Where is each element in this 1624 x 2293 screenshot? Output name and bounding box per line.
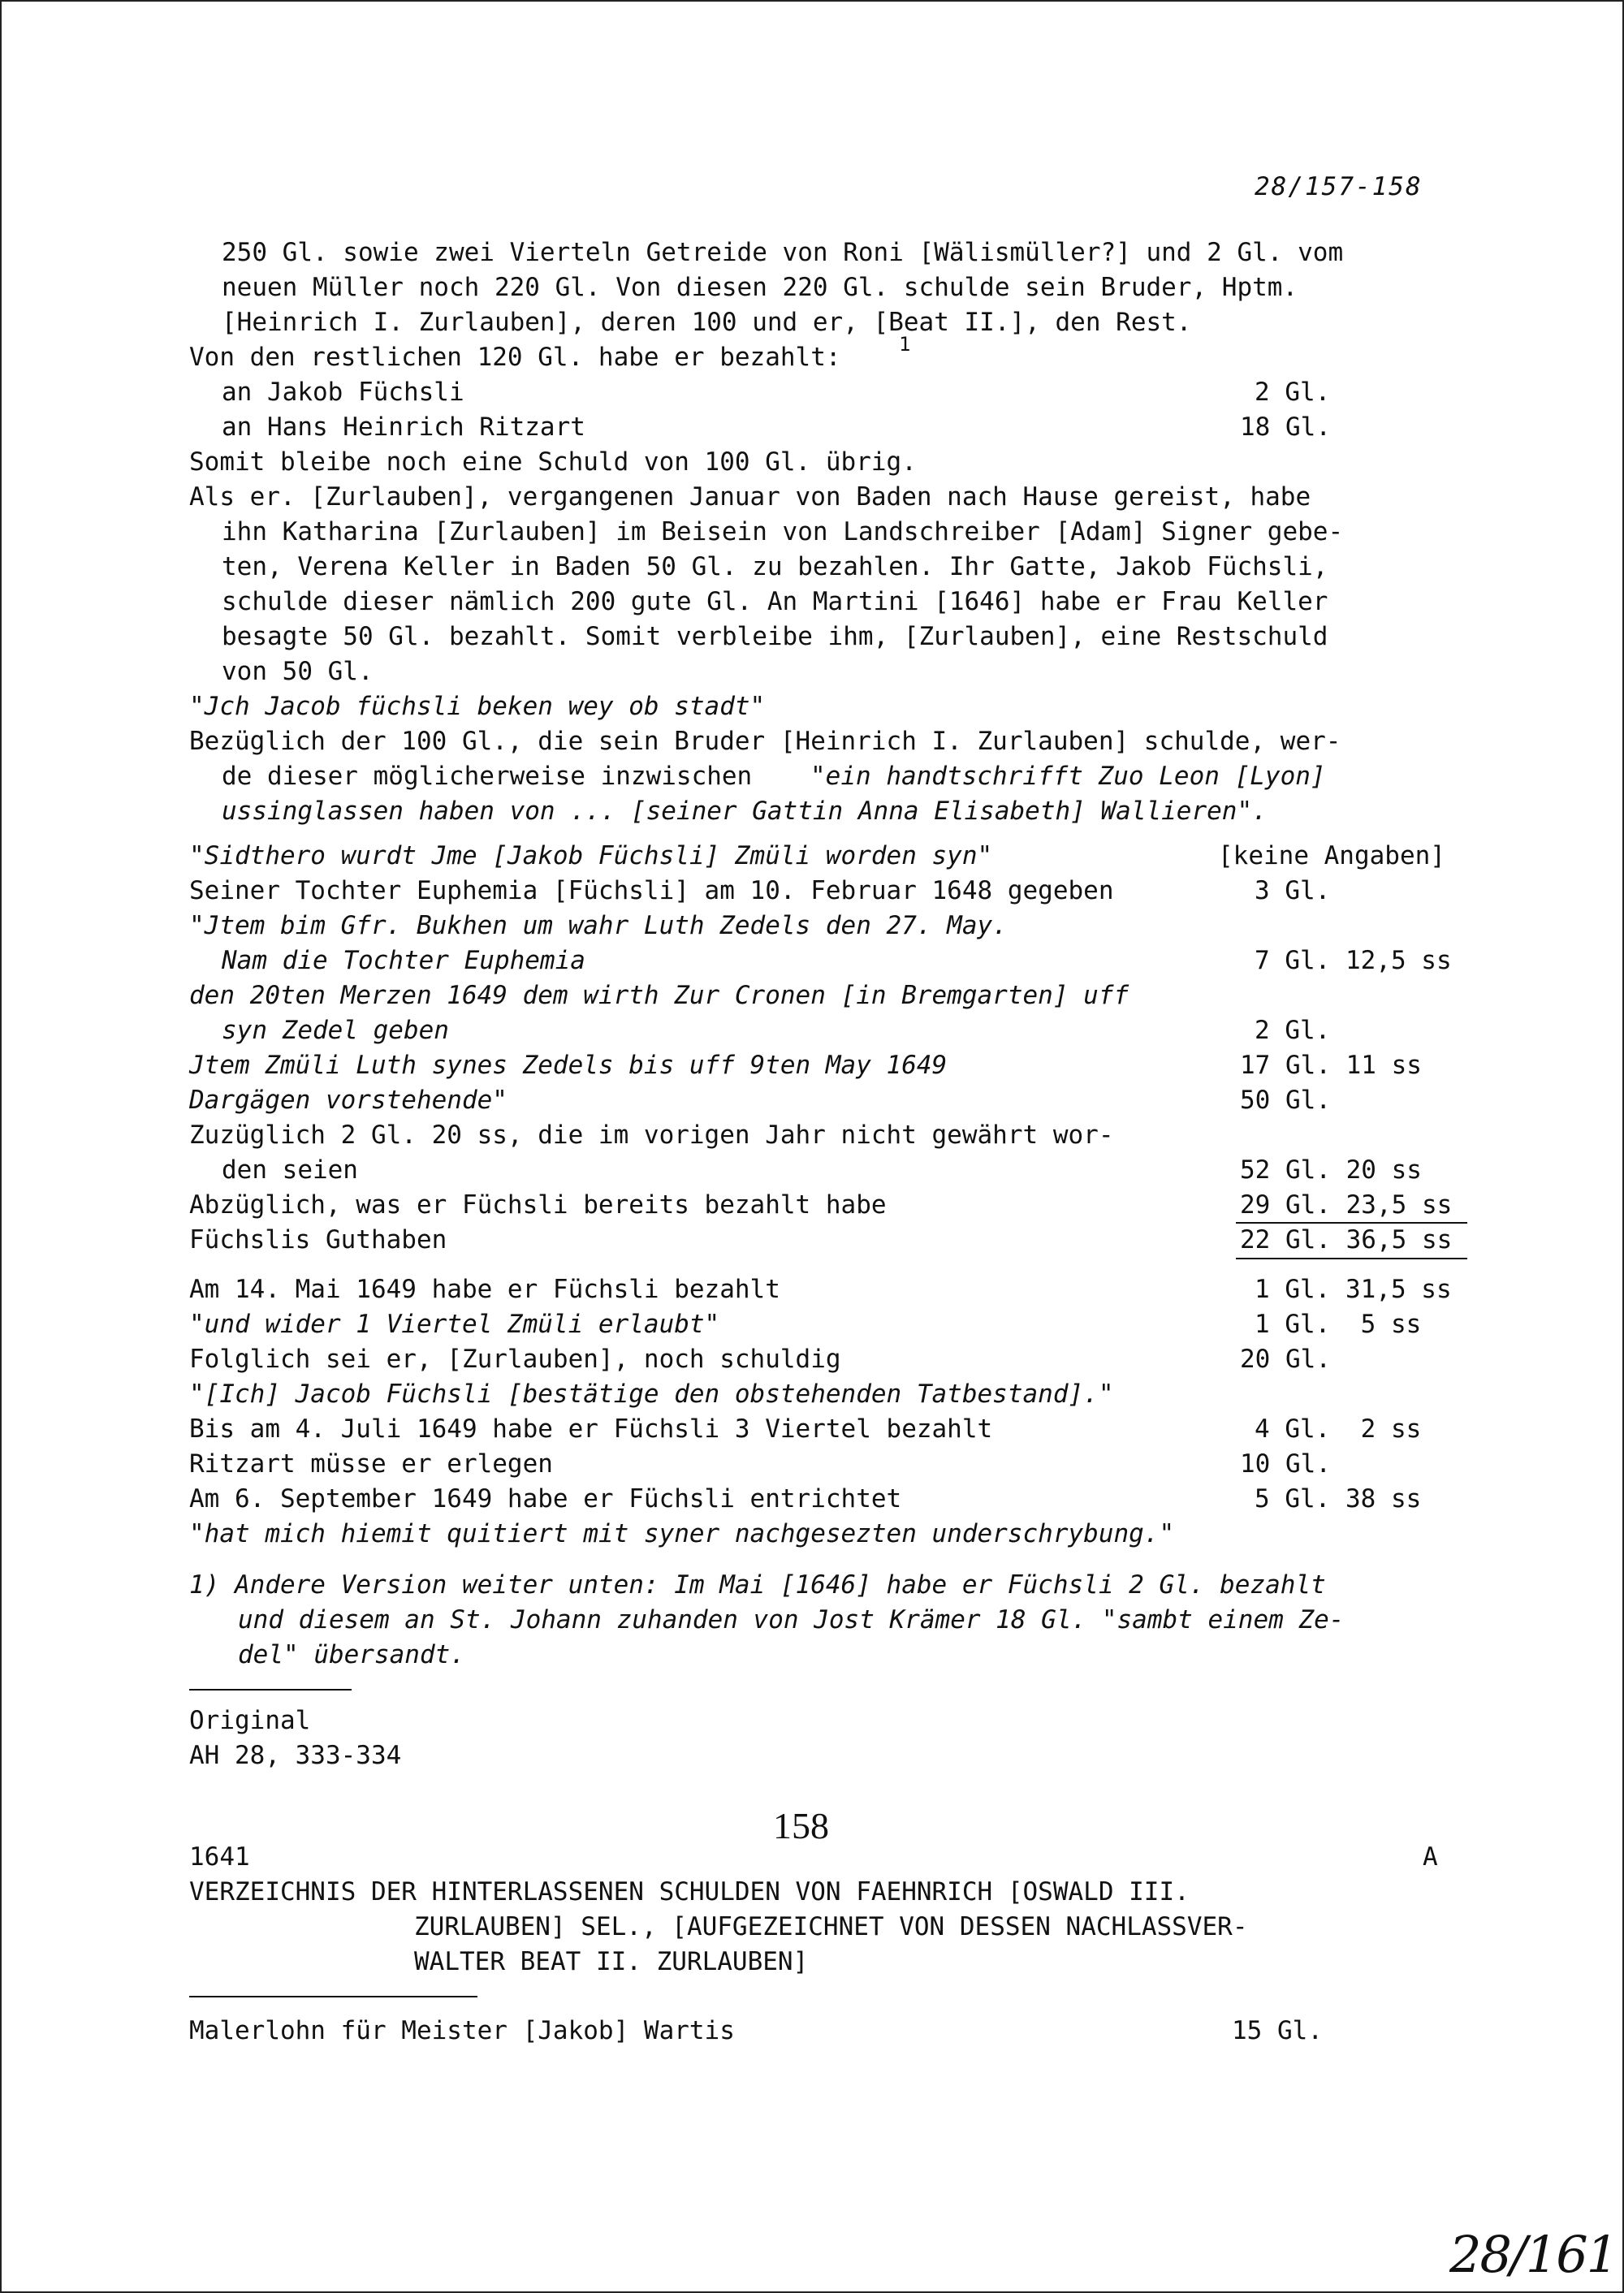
quote-line: "und wider 1 Viertel Zmüli erlaubt" — [189, 1310, 720, 1339]
ledger-amount: 52 Gl. 20 ss — [1240, 1155, 1422, 1185]
body-line: Zuzüglich 2 Gl. 20 ss, die im vorigen Jahr nicht gewährt wor- — [189, 1121, 1114, 1150]
no-data-note: [keine Angaben] — [1218, 841, 1445, 870]
document-year: 1641 — [189, 1842, 250, 1872]
ledger-label: an Hans Heinrich Ritzart — [222, 412, 585, 442]
sum-rule — [1236, 1258, 1467, 1259]
quote-line: "Sidthero wurdt Jme [Jakob Füchsli] Zmüli worden syn" — [189, 841, 993, 870]
ledger-amount: 2 Gl. — [1255, 378, 1331, 407]
source-label: Original — [189, 1706, 311, 1735]
ledger-amount: 22 Gl. 36,5 ss — [1240, 1225, 1453, 1254]
ledger-amount: 29 Gl. 23,5 ss — [1240, 1190, 1453, 1220]
ledger-amount: 2 Gl. — [1255, 1016, 1331, 1045]
quote-line: Nam die Tochter Euphemia — [222, 946, 585, 975]
body-line: 250 Gl. sowie zwei Vierteln Getreide von Roni [Wälismüller?] und 2 Gl. vom — [222, 238, 1344, 267]
document-title-line: VERZEICHNIS DER HINTERLASSENEN SCHULDEN VON FAEHNRICH [OSWALD III. — [189, 1877, 1190, 1907]
page-reference: 28/157-158 — [1255, 172, 1423, 201]
quote-line: "[Ich] Jacob Füchsli [bestätige den obstehenden Tatbestand]." — [189, 1380, 1114, 1409]
ledger-amount: 15 Gl. — [1232, 2016, 1323, 2045]
body-line: besagte 50 Gl. bezahlt. Somit verbleibe ihm, [Zurlauben], eine Restschuld — [222, 622, 1328, 651]
ledger-label: Ritzart müsse er erlegen — [189, 1449, 553, 1479]
separator-rule — [189, 1996, 477, 1997]
ledger-amount: 1 Gl. 5 ss — [1255, 1310, 1422, 1339]
footnote-line: 1) Andere Version weiter unten: Im Mai [1646] habe er Füchsli 2 Gl. bezahlt — [189, 1570, 1326, 1600]
quote-line: "Jtem bim Gfr. Bukhen um wahr Luth Zedels den 27. May. — [189, 911, 1008, 940]
footnote-line: und diesem an St. Johann zuhanden von Jost Krämer 18 Gl. "sambt einem Ze- — [238, 1605, 1345, 1634]
quote-line: syn Zedel geben — [222, 1016, 449, 1045]
document-number: 158 — [773, 1805, 829, 1846]
ledger-amount: 4 Gl. 2 ss — [1255, 1414, 1422, 1444]
quote-line: "hat mich hiemit quitiert mit syner nachgesezten underschrybung." — [189, 1519, 1175, 1548]
source-archive: AH 28, 333-334 — [189, 1741, 402, 1770]
body-line: neuen Müller noch 220 Gl. Von diesen 220 Gl. schulde sein Bruder, Hptm. — [222, 273, 1298, 302]
ledger-amount: 17 Gl. 11 ss — [1240, 1051, 1422, 1080]
ledger-amount: 3 Gl. — [1255, 876, 1331, 905]
body-line: ihn Katharina [Zurlauben] im Beisein von Landschreiber [Adam] Signer gebe- — [222, 517, 1344, 546]
quote-line: Dargägen vorstehende" — [189, 1086, 508, 1115]
ledger-amount: 18 Gl. — [1240, 412, 1331, 442]
ledger-label: an Jakob Füchsli — [222, 378, 464, 407]
footnote-marker: 1 — [899, 333, 911, 356]
footnote-line: del" übersandt. — [238, 1640, 465, 1669]
ledger-amount: 5 Gl. 38 ss — [1255, 1484, 1422, 1514]
quote-line: "ein handtschrifft Zuo Leon [Lyon] — [810, 762, 1326, 791]
body-line: ten, Verena Keller in Baden 50 Gl. zu bezahlen. Ihr Gatte, Jakob Füchsli, — [222, 552, 1328, 581]
ledger-amount: 50 Gl. — [1240, 1086, 1331, 1115]
body-line: schulde dieser nämlich 200 gute Gl. An Martini [1646] habe er Frau Keller — [222, 587, 1328, 616]
document-letter: A — [1423, 1842, 1438, 1872]
quote-line: Jtem Zmüli Luth synes Zedels bis uff 9ten May 1649 — [189, 1051, 948, 1080]
ledger-amount: 20 Gl. — [1240, 1345, 1331, 1374]
document-title-line: WALTER BEAT II. ZURLAUBEN] — [414, 1947, 809, 1976]
ledger-label: Seiner Tochter Euphemia [Füchsli] am 10. Februar 1648 gegeben — [189, 876, 1114, 905]
handwritten-page-number: 28/161 — [1449, 2225, 1618, 2284]
ledger-label: Am 6. September 1649 habe er Füchsli entrichtet — [189, 1484, 902, 1514]
ledger-label: Bis am 4. Juli 1649 habe er Füchsli 3 Viertel bezahlt — [189, 1414, 993, 1444]
separator-rule — [189, 1689, 352, 1691]
body-line: Als er. [Zurlauben], vergangenen Januar von Baden nach Hause gereist, habe — [189, 482, 1311, 512]
ledger-label: Füchslis Guthaben — [189, 1225, 447, 1254]
ledger-label: Abzüglich, was er Füchsli bereits bezahlt habe — [189, 1190, 887, 1220]
body-line: de dieser möglicherweise inzwischen — [222, 762, 753, 791]
ledger-amount: 1 Gl. 31,5 ss — [1255, 1275, 1452, 1304]
ledger-amount: 10 Gl. — [1240, 1449, 1331, 1479]
quote-line: "Jch Jacob füchsli beken wey ob stadt" — [189, 692, 766, 721]
document-title-line: ZURLAUBEN] SEL., [AUFGEZEICHNET VON DESSEN NACHLASSVER- — [414, 1912, 1248, 1941]
ledger-amount: 7 Gl. 12,5 ss — [1255, 946, 1452, 975]
ledger-label: Malerlohn für Meister [Jakob] Wartis — [189, 2016, 735, 2045]
quote-line: den 20ten Merzen 1649 dem wirth Zur Cronen [in Bremgarten] uff — [189, 981, 1129, 1010]
quote-line: ussinglassen haben von ... [seiner Gattin Anna Elisabeth] Wallieren". — [222, 797, 1268, 826]
ledger-label: Am 14. Mai 1649 habe er Füchsli bezahlt — [189, 1275, 780, 1304]
body-line: von 50 Gl. — [222, 657, 374, 686]
body-line: Somit bleibe noch eine Schuld von 100 Gl. übrig. — [189, 447, 917, 477]
ledger-label: den seien — [222, 1155, 358, 1185]
body-line: [Heinrich I. Zurlauben], deren 100 und er, [Beat II.], den Rest. — [222, 308, 1192, 337]
body-line: Von den restlichen 120 Gl. habe er bezahlt: — [189, 343, 841, 372]
ledger-label: Folglich sei er, [Zurlauben], noch schuldig — [189, 1345, 841, 1374]
body-line: Bezüglich der 100 Gl., die sein Bruder [Heinrich I. Zurlauben] schulde, wer- — [189, 727, 1341, 756]
